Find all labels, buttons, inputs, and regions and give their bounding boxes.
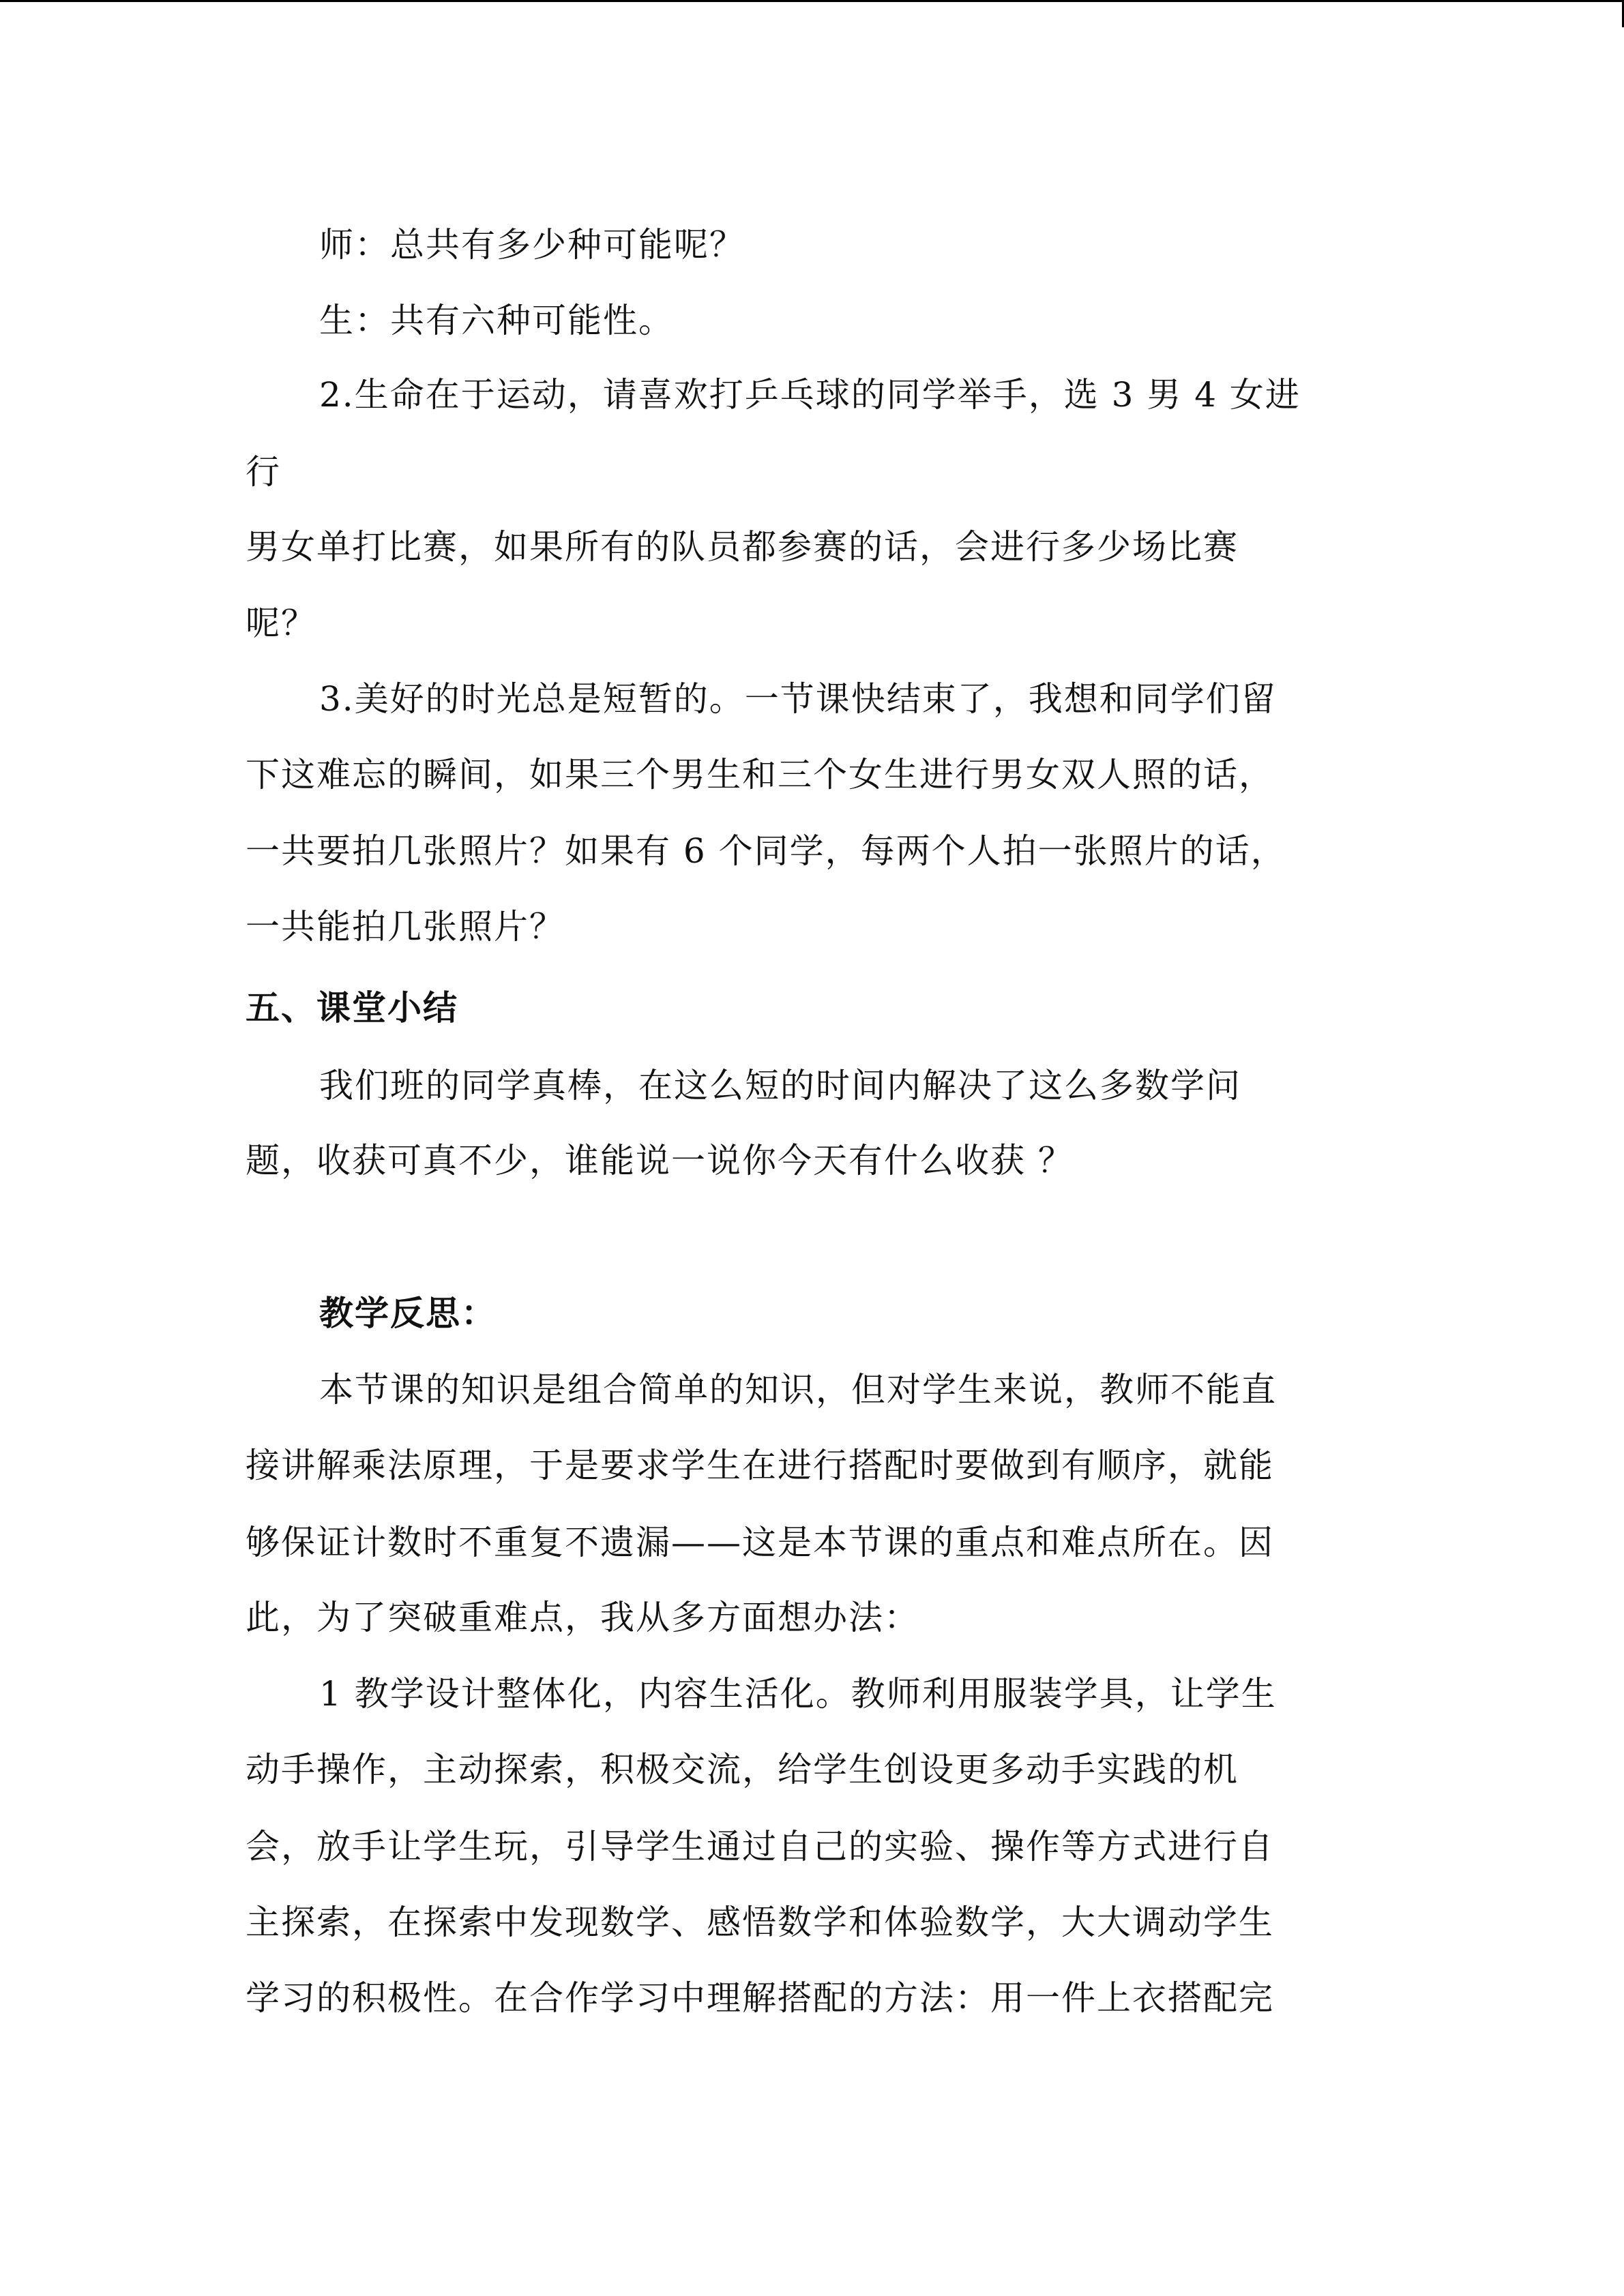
dialogue-teacher-question: 师：总共有多少种可能呢？ xyxy=(319,225,745,265)
reflection-point-1-line-1: 1 教学设计整体化，内容生活化。教师利用服装学具，让学生 xyxy=(319,1674,1277,1714)
exercise-3-line-2: 下这难忘的瞬间，如果三个男生和三个女生进行男女双人照的话， xyxy=(246,755,1274,794)
reflection-line-1: 本节课的知识是组合简单的知识，但对学生来说，教师不能直 xyxy=(319,1370,1277,1410)
reflection-heading: 教学反思： xyxy=(319,1294,497,1333)
exercise-2-line-2: 行 xyxy=(246,452,281,492)
exercise-3-line-4: 一共能拍几张照片？ xyxy=(246,907,565,946)
exercise-3-line-1: 3.美好的时光总是短暂的。一节课快结束了，我想和同学们留 xyxy=(319,679,1277,719)
exercise-2-line-4: 呢？ xyxy=(246,603,316,643)
reflection-line-3: 够保证计数时不重复不遗漏——这是本节课的重点和难点所在。因 xyxy=(246,1523,1274,1562)
page-top-border xyxy=(0,0,1624,2)
section-heading-summary: 五、课堂小结 xyxy=(246,988,458,1028)
exercise-2-line-3: 男女单打比赛，如果所有的队员都参赛的话，会进行多少场比赛 xyxy=(246,527,1239,567)
reflection-point-1-line-3: 会，放手让学生玩，引导学生通过自己的实验、操作等方式进行自 xyxy=(246,1827,1274,1866)
exercise-3-line-3: 一共要拍几张照片？如果有 6 个同学，每两个人拍一张照片的话， xyxy=(246,831,1286,871)
summary-line-1: 我们班的同学真棒，在这么短的时间内解决了这么多数学问 xyxy=(319,1066,1241,1105)
reflection-point-1-line-2: 动手操作，主动探索，积极交流，给学生创设更多动手实践的机 xyxy=(246,1750,1239,1789)
dialogue-student-answer: 生：共有六种可能性。 xyxy=(319,301,674,340)
exercise-2-line-1: 2.生命在于运动，请喜欢打乒乓球的同学举手，选 3 男 4 女进 xyxy=(319,375,1301,415)
reflection-line-4: 此，为了突破重难点，我从多方面想办法： xyxy=(246,1598,919,1637)
reflection-point-1-line-5: 学习的积极性。在合作学习中理解搭配的方法：用一件上衣搭配完 xyxy=(246,1978,1274,2018)
summary-line-2: 题，收获可真不少，谁能说一说你今天有什么收获 ？ xyxy=(246,1141,1074,1180)
reflection-point-1-line-4: 主探索，在探索中发现数学、感悟数学和体验数学，大大调动学生 xyxy=(246,1903,1274,1942)
reflection-line-2: 接讲解乘法原理，于是要求学生在进行搭配时要做到有顺序，就能 xyxy=(246,1446,1274,1485)
